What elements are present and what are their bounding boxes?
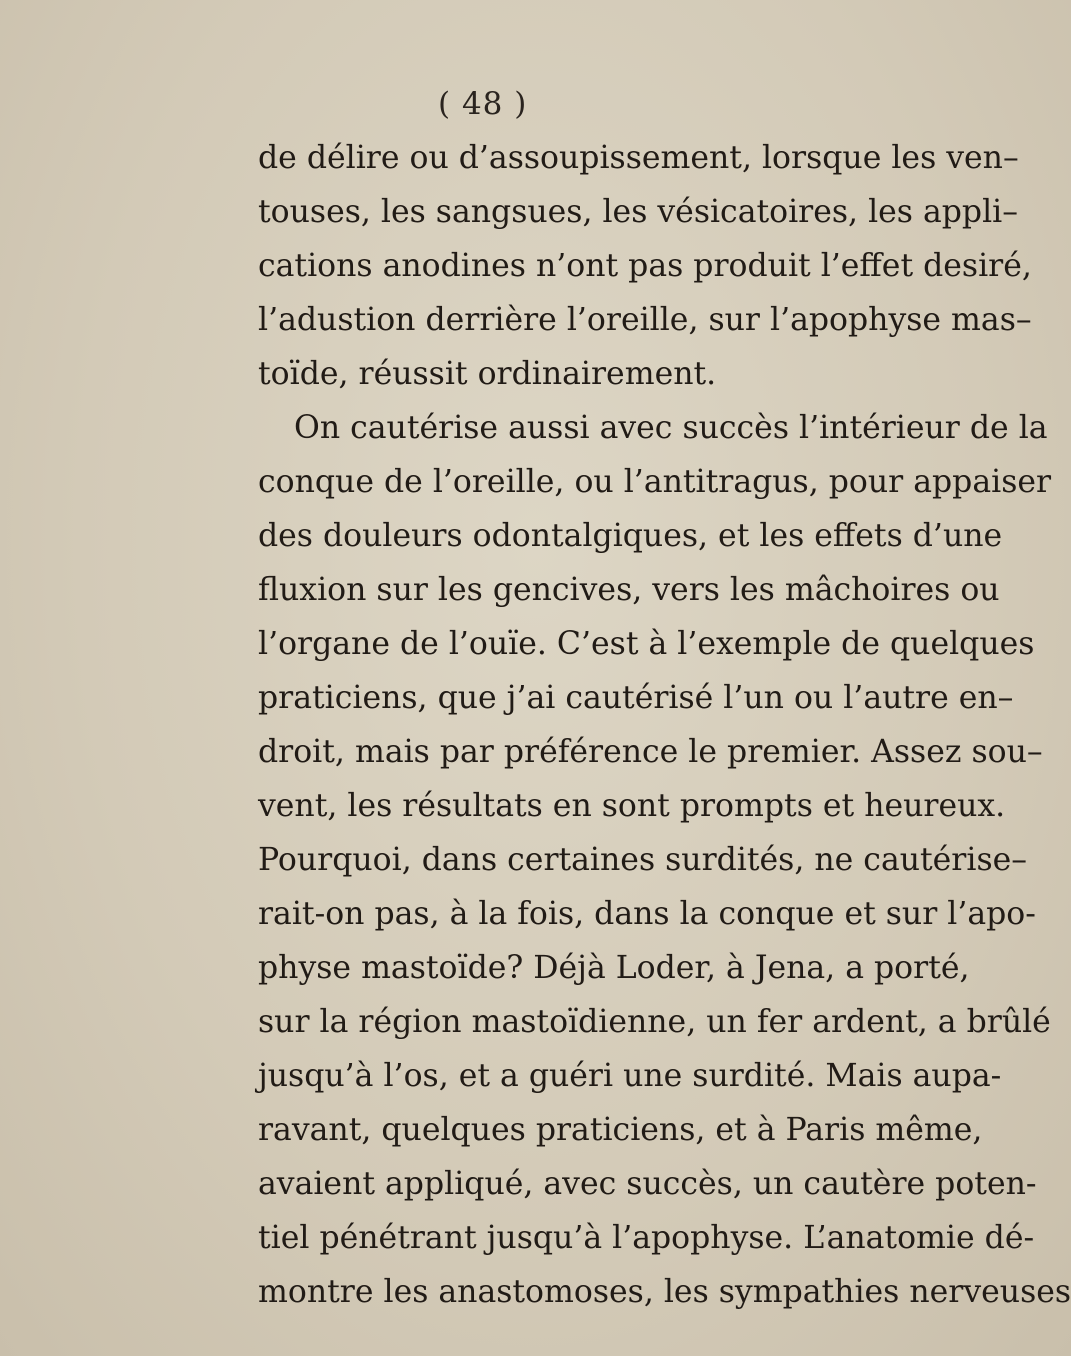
text-line: fluxion sur les gencives, vers les mâchoires ou (258, 572, 1000, 608)
text-line: l’organe de l’ouïe. C’est à l’exemple de quelques (258, 626, 1035, 662)
text-line: tiel pénétrant jusqu’à l’apophyse. L’anatomie dé- (258, 1220, 1035, 1256)
page-number: ( 48 ) (438, 86, 528, 122)
text-line: de délire ou d’assoupissement, lorsque les ven– (258, 140, 1019, 176)
text-line: praticiens, que j’ai cautérisé l’un ou l’autre en– (258, 680, 1014, 716)
text-line: avaient appliqué, avec succès, un cautère poten- (258, 1166, 1037, 1202)
text-line: On cautérise aussi avec succès l’intérieur de la (294, 410, 1048, 446)
text-line: rait-on pas, à la fois, dans la conque et sur l’apo- (258, 896, 1036, 932)
text-line: conque de l’oreille, ou l’antitragus, pour appaiser (258, 464, 1052, 500)
text-line: montre les anastomoses, les sympathies nerveuses (258, 1274, 1071, 1310)
text-line: toïde, réussit ordinairement. (258, 356, 717, 392)
text-line: ravant, quelques praticiens, et à Paris même, (258, 1112, 983, 1148)
text-line: vent, les résultats en sont prompts et heureux. (258, 788, 1006, 824)
text-line: physe mastoïde? Déjà Loder, à Jena, a porté, (258, 950, 970, 986)
text-line: l’adustion derrière l’oreille, sur l’apophyse mas– (258, 302, 1032, 338)
text-line: droit, mais par préférence le premier. Assez sou– (258, 734, 1043, 770)
text-line: jusqu’à l’os, et a guéri une surdité. Mais aupa- (258, 1058, 1002, 1094)
text-line: sur la région mastoïdienne, un fer ardent, a brûlé (258, 1004, 1051, 1040)
text-line: des douleurs odontalgiques, et les effets d’une (258, 518, 1003, 554)
text-line: Pourquoi, dans certaines surdités, ne cautérise– (258, 842, 1027, 878)
text-line: touses, les sangsues, les vésicatoires, les appli– (258, 194, 1018, 230)
text-line: cations anodines n’ont pas produit l’effet desiré, (258, 248, 1032, 284)
